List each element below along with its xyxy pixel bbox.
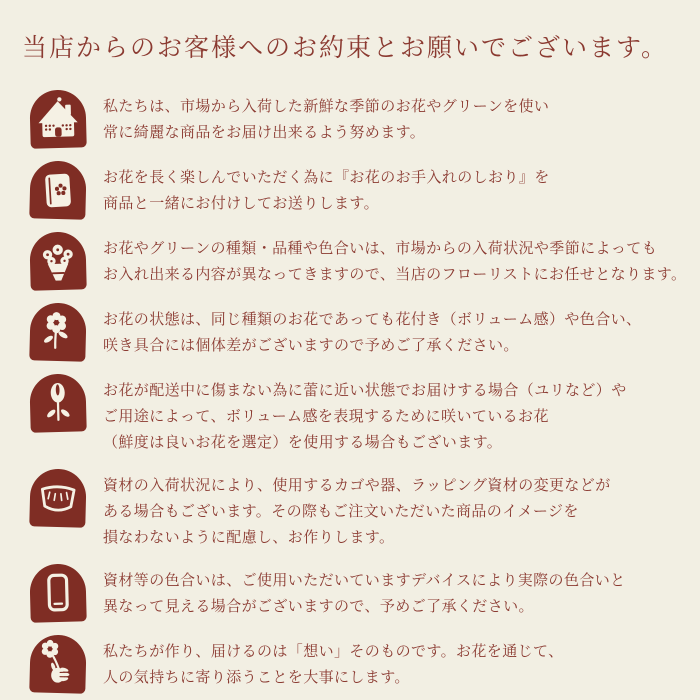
- smartphone-icon: [29, 563, 86, 622]
- notice-text-line: （鮮度は良いお花を選定）を使用する場合もございます。: [103, 434, 503, 451]
- notice-text-line: 人の気持ちに寄り添うことを大事にします。: [103, 669, 410, 686]
- care-leaflet-icon: [29, 160, 86, 219]
- notice-item: [30, 471, 680, 551]
- notice-text-line: 資材等の色合いは、ご使用いただいていますデバイスにより実際の色合いと: [103, 572, 626, 589]
- notice-item: [30, 566, 680, 622]
- notice-text-line: ある場合もございます。その際もご注文いただいた商品のイメージを: [103, 503, 579, 520]
- shop-house-icon: [29, 89, 86, 148]
- notice-text-line: お花が配送中に傷まない為に蕾に近い状態でお届けする場合（ユリなど）や: [103, 382, 627, 399]
- notice-text-line: 資材の入荷状況により、使用するカゴや器、ラッピング資材の変更などが: [103, 477, 611, 494]
- notice-item: [30, 234, 687, 290]
- notice-text-line: お花の状態は、同じ種類のお花であっても花付き（ボリューム感）や色合い、: [103, 311, 642, 328]
- notice-text-line: 常に綺麗な商品をお届け出来るよう努めます。: [103, 124, 426, 141]
- hand-flower-icon: [29, 634, 86, 693]
- notice-text-line: 異なって見える場合がございますので、予めご了承ください。: [103, 598, 534, 615]
- notice-text: [103, 92, 549, 146]
- notice-item: [30, 163, 680, 219]
- notice-item: [30, 376, 680, 456]
- notice-text-line: お花を長く楽しんでいただく為に『お花のお手入れのしおり』を: [103, 169, 550, 186]
- basket-icon: [29, 468, 86, 527]
- notice-text: [103, 471, 611, 551]
- notice-text: [103, 163, 550, 217]
- notice-text: [103, 376, 627, 456]
- page-title: 当店からのお客様へのお約束とお願いでございます。: [22, 34, 669, 62]
- notice-text-line: 咲き具合には個体差がございますので予めご了承ください。: [103, 337, 519, 354]
- notice-text: [103, 566, 626, 620]
- flower-icon: [29, 302, 86, 361]
- notice-item: [30, 92, 680, 148]
- notice-text: [103, 234, 686, 288]
- notice-item: [30, 305, 680, 361]
- notice-text-line: 私たちが作り、届けるのは「想い」そのものです。お花を通じて、: [103, 643, 564, 660]
- tulip-bud-icon: [29, 373, 86, 432]
- notice-text-line: 私たちは、市場から入荷した新鮮な季節のお花やグリーンを使い: [103, 98, 550, 115]
- notice-list: [30, 92, 687, 693]
- notice-text-line: お花やグリーンの種類・品種や色合いは、市場からの入荷状況や季節によっても: [103, 240, 658, 257]
- notice-text-line: 損なわないように配慮し、お作りします。: [103, 529, 395, 546]
- notice-text: [103, 305, 641, 359]
- notice-text-line: 商品と一緒にお付けしてお送りします。: [103, 195, 380, 212]
- notice-text-line: お入れ出来る内容が異なってきますので、当店のフローリストにお任せとなります。: [103, 266, 687, 283]
- notice-text: [103, 637, 564, 691]
- notice-text-line: ご用途によって、ボリューム感を表現するために咲いているお花: [103, 408, 549, 425]
- bouquet-icon: [29, 231, 86, 290]
- notice-item: [30, 637, 680, 693]
